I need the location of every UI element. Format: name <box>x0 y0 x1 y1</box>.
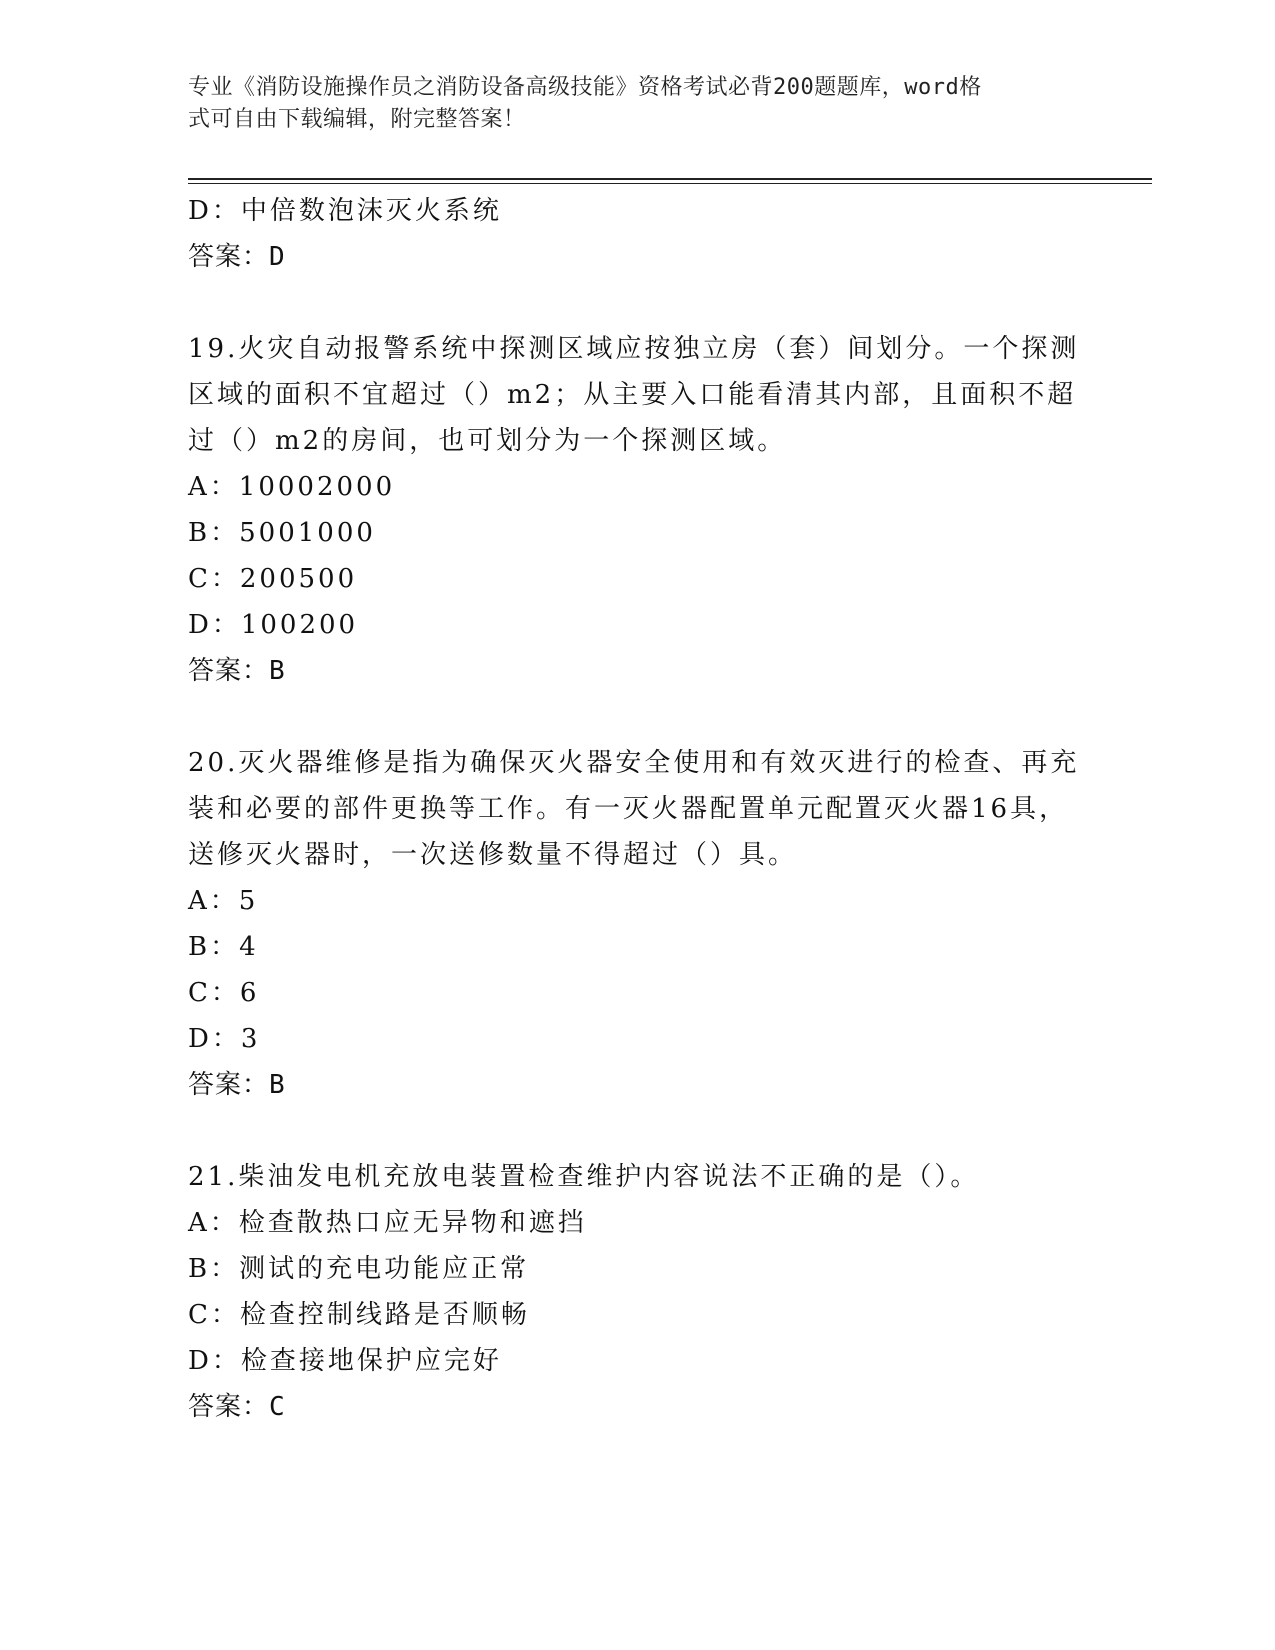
answer-line: 答案：B <box>188 1070 286 1100</box>
header-line-1: 专业《消防设施操作员之消防设备高级技能》资格考试必背200题题库，word格 <box>188 75 982 100</box>
question-stem-line: 19.火灾自动报警系统中探测区域应按独立房（套）间划分。一个探测 <box>188 334 1080 364</box>
document-header <box>188 72 1068 136</box>
option-c: C：6 <box>188 978 260 1008</box>
option-d: D：3 <box>188 1024 261 1054</box>
option-c: C：200500 <box>188 564 358 594</box>
question-stem-line: 装和必要的部件更换等工作。有一灭火器配置单元配置灭火器16具， <box>188 794 1069 824</box>
question-20 <box>188 740 1088 1108</box>
question-stem-line: 送修灭火器时，一次送修数量不得超过（）具。 <box>188 840 798 870</box>
option-d: D：100200 <box>188 610 359 640</box>
option-b: B：4 <box>188 932 259 962</box>
answer-line: 答案：D <box>188 242 286 272</box>
option-c: C：检查控制线路是否顺畅 <box>188 1300 530 1330</box>
question-19 <box>188 326 1088 694</box>
option-a: A：10002000 <box>188 472 396 502</box>
question-18-tail <box>188 188 1088 280</box>
option-a: A：检查散热口应无异物和遮挡 <box>188 1208 587 1238</box>
option-d: D：检查接地保护应完好 <box>188 1346 502 1376</box>
option-d: D：中倍数泡沫灭火系统 <box>188 196 502 226</box>
document-body <box>188 188 1088 1430</box>
header-line-2: 式可自由下载编辑，附完整答案！ <box>188 107 526 132</box>
question-stem-line: 21.柴油发电机充放电装置检查维护内容说法不正确的是（）。 <box>188 1162 980 1192</box>
option-b: B：测试的充电功能应正常 <box>188 1254 530 1284</box>
option-b: B：5001000 <box>188 518 376 548</box>
question-21 <box>188 1154 1088 1430</box>
question-stem-line: 区域的面积不宜超过（）m2；从主要入口能看清其内部，且面积不超 <box>188 380 1077 410</box>
header-divider-thin <box>188 183 1152 184</box>
header-divider <box>188 178 1152 180</box>
question-stem-line: 20.灭火器维修是指为确保灭火器安全使用和有效灭进行的检查、再充 <box>188 748 1080 778</box>
answer-line: 答案：C <box>188 1392 286 1422</box>
answer-line: 答案：B <box>188 656 286 686</box>
option-a: A：5 <box>188 886 259 916</box>
question-stem-line: 过（）m2的房间，也可划分为一个探测区域。 <box>188 426 787 456</box>
